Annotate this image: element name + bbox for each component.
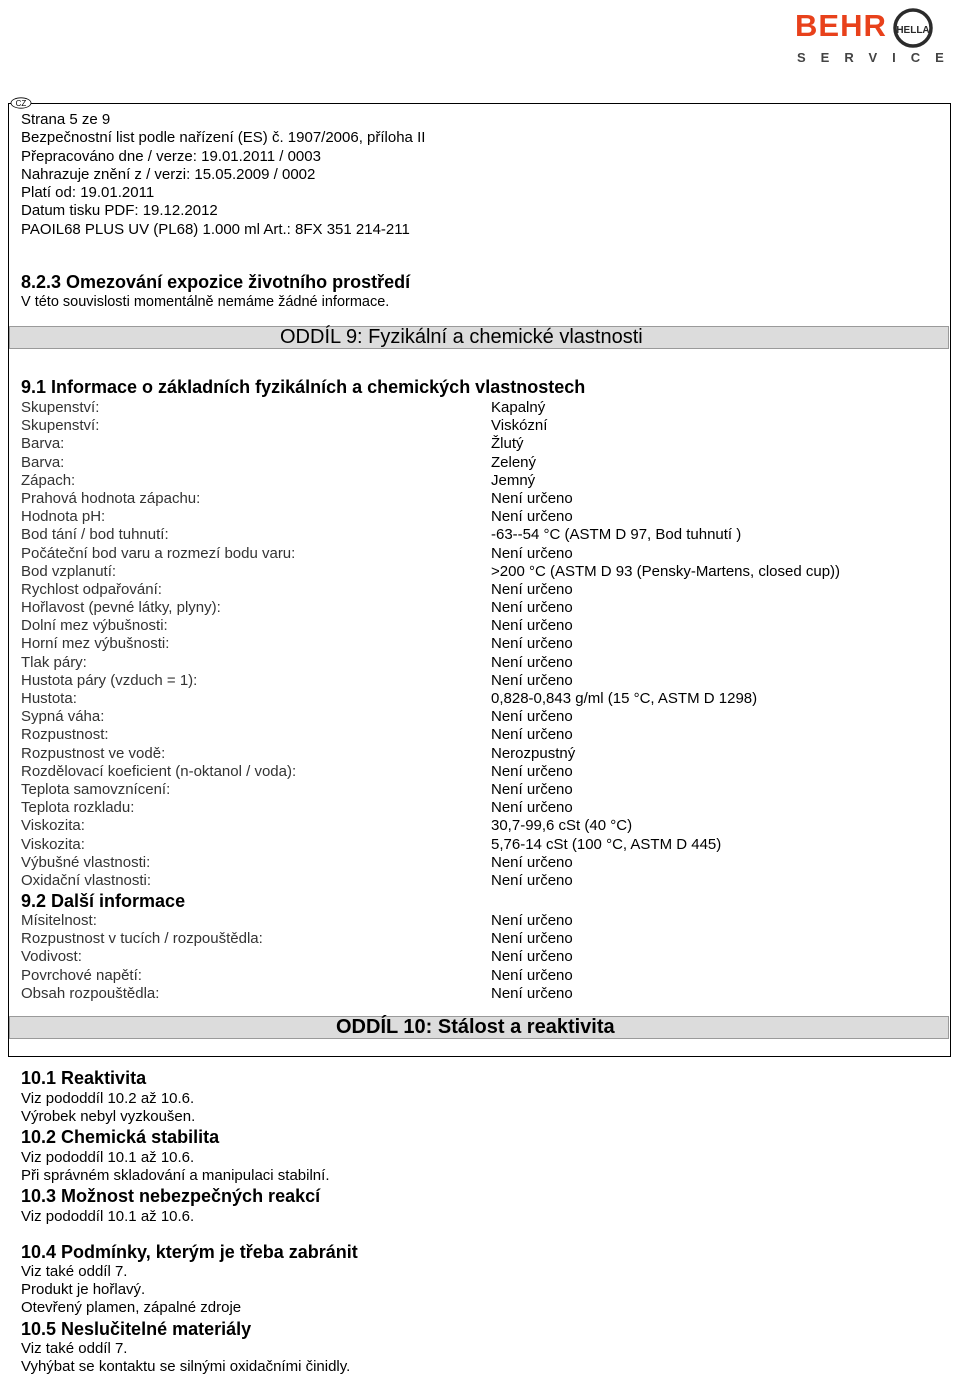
header-line: Datum tisku PDF: 19.12.2012	[21, 202, 218, 220]
property-row: Skupenství: Viskózní	[21, 417, 548, 435]
properties-table	[21, 399, 921, 1003]
property-row: Hustota páry (vzduch = 1): Není určeno	[21, 671, 573, 689]
property-row: Hořlavost (pevné látky, plyny): Není určeno	[21, 599, 573, 617]
property-row: Rozpustnost ve vodě: Nerozpustný	[21, 744, 576, 762]
property-row: Povrchové napětí: Není určeno	[21, 966, 573, 984]
property-row: Prahová hodnota zápachu: Není určeno	[21, 489, 573, 507]
subsection-10-5-heading: 10.5 Neslučitelné materiály	[21, 1319, 252, 1339]
property-row: Mísitelnost: Není určeno	[21, 912, 573, 930]
property-row: Rozpustnost: Není určeno	[21, 726, 573, 744]
text-line: Otevřený plamen, zápalné zdroje	[21, 1299, 242, 1316]
frame-bottom	[8, 1056, 951, 1057]
text-line: Viz pododdíl 10.2 až 10.6.	[21, 1090, 195, 1107]
text-line: Viz také oddíl 7.	[21, 1340, 128, 1357]
property-row: Horní mez výbušnosti: Není určeno	[21, 635, 573, 653]
frame-left	[8, 103, 9, 1056]
country-badge-icon	[10, 97, 32, 109]
text-line: Viz pododdíl 10.1 až 10.6.	[21, 1208, 195, 1225]
frame-top	[8, 103, 951, 104]
svg-text:CZ: CZ	[15, 99, 27, 108]
property-row: Teplota rozkladu: Není určeno	[21, 799, 573, 817]
subsection-10-1-heading: 10.1 Reaktivita	[21, 1068, 147, 1088]
property-row: Viskozita: 30,7-99,6 cSt (40 °C)	[21, 817, 633, 835]
property-row: Oxidační vlastnosti: Není určeno	[21, 871, 573, 889]
section-10-title: ODDÍL 10: Stálost a reaktivita	[336, 1016, 615, 1038]
section-9-title: ODDÍL 9: Fyzikální a chemické vlastnosti	[280, 326, 643, 348]
hella-logo-text: HELLA	[896, 25, 930, 36]
behr-logo: BEHR	[795, 8, 887, 43]
header-line: Strana 5 ze 9	[21, 111, 111, 128]
text-line: Viz také oddíl 7.	[21, 1263, 128, 1280]
property-row: Hodnota pH: Není určeno	[21, 508, 573, 526]
hella-logo-icon	[893, 8, 933, 48]
header-line: Bezpečnostní list podle nařízení (ES) č. 1907/2006, příloha II	[21, 129, 426, 147]
subsection-9-1-heading: 9.1 Informace o základních fyzikálních a chemických vlastnostech	[21, 377, 586, 397]
property-row: Dolní mez výbušnosti: Není určeno	[21, 617, 573, 635]
property-row: Tlak páry: Není určeno	[21, 653, 573, 671]
text-line: Viz pododdíl 10.1 až 10.6.	[21, 1149, 195, 1166]
property-row: Sypná váha: Není určeno	[21, 708, 573, 726]
property-row: Barva: Žlutý	[21, 435, 524, 453]
property-row: Počáteční bod varu a rozmezí bodu varu: Není určeno	[21, 544, 573, 562]
header-line: Platí od: 19.01.2011	[21, 184, 155, 202]
text-line: Výrobek nebyl vyzkoušen.	[21, 1108, 196, 1125]
property-row: Bod vzplanutí: >200 °C (ASTM D 93 (Pensky-Martens, closed cup))	[21, 562, 841, 580]
property-row: Výbušné vlastnosti: Není určeno	[21, 853, 573, 871]
property-row: Bod tání / bod tuhnutí: -63--54 °C (ASTM D 97, Bod tuhnutí )	[21, 526, 742, 544]
header-line: PAOIL68 PLUS UV (PL68) 1.000 ml Art.: 8FX 351 214-211	[21, 220, 410, 238]
header-line: Nahrazuje znění z / verzi: 15.05.2009 / 0002	[21, 165, 316, 183]
property-row: Barva: Zelený	[21, 453, 537, 471]
text-line: Vyhýbat se kontaktu se silnými oxidačními činidly.	[21, 1358, 351, 1375]
behr-service-text: SERVICE	[797, 50, 959, 65]
property-row: Zápach: Jemný	[21, 471, 536, 489]
header-line: Přepracováno dne / verze: 19.01.2011 / 0003	[21, 147, 321, 165]
text-line: Produkt je hořlavý.	[21, 1281, 146, 1298]
subsection-10-3-heading: 10.3 Možnost nebezpečných reakcí	[21, 1186, 321, 1206]
subsection-10-2-heading: 10.2 Chemická stabilita	[21, 1127, 220, 1147]
subsection-10-4-heading: 10.4 Podmínky, kterým je třeba zabránit	[21, 1242, 358, 1262]
property-row: Viskozita: 5,76-14 cSt (100 °C, ASTM D 445)	[21, 835, 722, 853]
document-header	[21, 111, 425, 239]
property-row: Obsah rozpouštědla: Není určeno	[21, 984, 573, 1002]
subsection-text: V této souvislosti momentálně nemáme žádné informace.	[21, 294, 390, 310]
property-row: Vodivost: Není určeno	[21, 948, 573, 966]
frame-right	[950, 103, 951, 1056]
subsection-heading: 8.2.3 Omezování expozice životního prostředí	[21, 272, 411, 292]
property-row: Rychlost odpařování: Není určeno	[21, 580, 573, 598]
property-row: Rozdělovací koeficient (n-oktanol / voda): Není určeno	[21, 762, 573, 780]
text-line: Při správném skladování a manipulaci stabilní.	[21, 1167, 330, 1184]
property-row: Hustota: 0,828-0,843 g/ml (15 °C, ASTM D 1298)	[21, 690, 758, 707]
property-row: Teplota samovznícení: Není určeno	[21, 780, 573, 798]
property-row: Skupenství: Kapalný	[21, 399, 546, 416]
subsection-9-2-heading: 9.2 Další informace	[21, 891, 186, 912]
property-row: Rozpustnost v tucích / rozpouštědla: Není určeno	[21, 930, 573, 948]
